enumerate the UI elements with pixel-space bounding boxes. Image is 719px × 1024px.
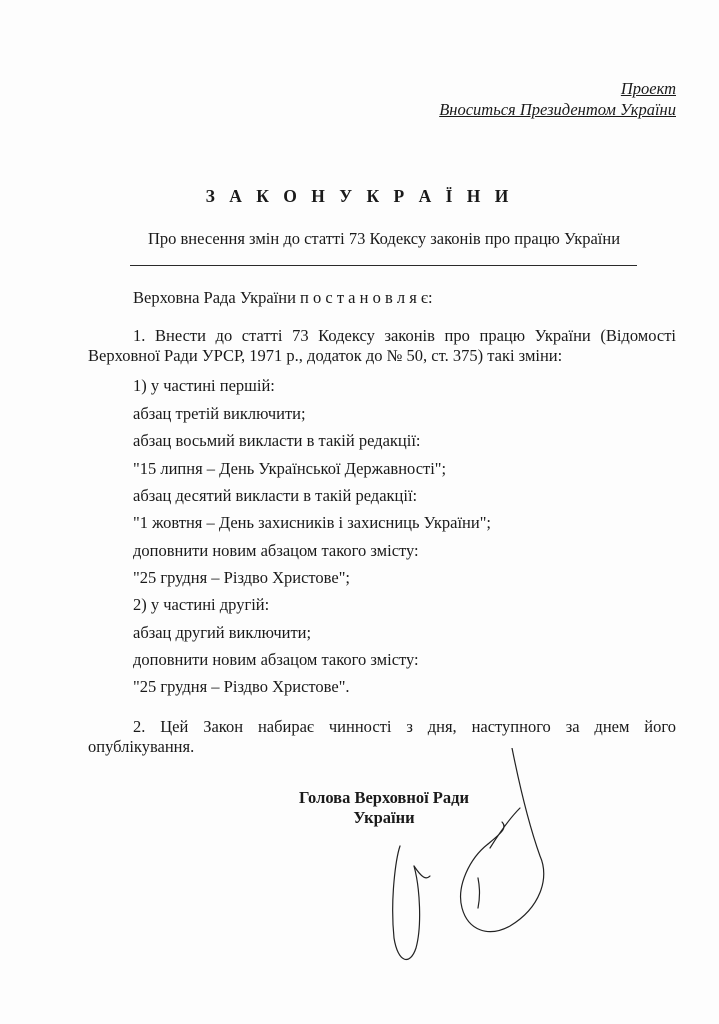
article-item-1: 1. Внести до статті 73 Кодексу законів про працю України (Відомості Верховної Ради УРСР, 1971 р., додаток до № 50, ст. 375) такі зміни:	[88, 326, 676, 365]
list-item: 1) у частині першій:	[133, 376, 275, 395]
list-item: абзац восьмий викласти в такій редакції:	[133, 431, 421, 450]
title-divider	[130, 265, 637, 266]
list-item: абзац другий виключити;	[133, 623, 312, 642]
list-item: "25 грудня – Різдво Христове".	[133, 677, 350, 696]
signatory-title: Голова Верховної Ради	[299, 788, 469, 807]
list-item: абзац десятий викласти в такій редакції:	[133, 486, 418, 505]
list-item: доповнити новим абзацом такого змісту:	[133, 541, 419, 560]
handwritten-signature	[370, 748, 600, 978]
signatory-country: України	[353, 808, 415, 827]
law-title: З А К О Н У К Р А Ї Н И	[205, 186, 514, 206]
submitted-by-label: Вноситься Президентом України	[439, 100, 676, 119]
list-item: "25 грудня – Різдво Христове";	[133, 568, 351, 587]
list-item: доповнити новим абзацом такого змісту:	[133, 650, 419, 669]
list-item: 2) у частині другій:	[133, 595, 270, 614]
law-subtitle: Про внесення змін до статті 73 Кодексу законів про працю України	[147, 229, 621, 248]
article-item-2: 2. Цей Закон набирає чинності з дня, наступного за днем його опублікування.	[88, 717, 676, 756]
list-item: "15 липня – День Української Державності";	[133, 459, 447, 478]
document-header	[439, 78, 676, 120]
list-item: абзац третій виключити;	[133, 404, 306, 423]
preamble: Верховна Рада України п о с т а н о в л я є:	[133, 288, 433, 307]
draft-label: Проект	[620, 79, 676, 98]
list-item: "1 жовтня – День захисників і захисниць України";	[133, 513, 492, 532]
